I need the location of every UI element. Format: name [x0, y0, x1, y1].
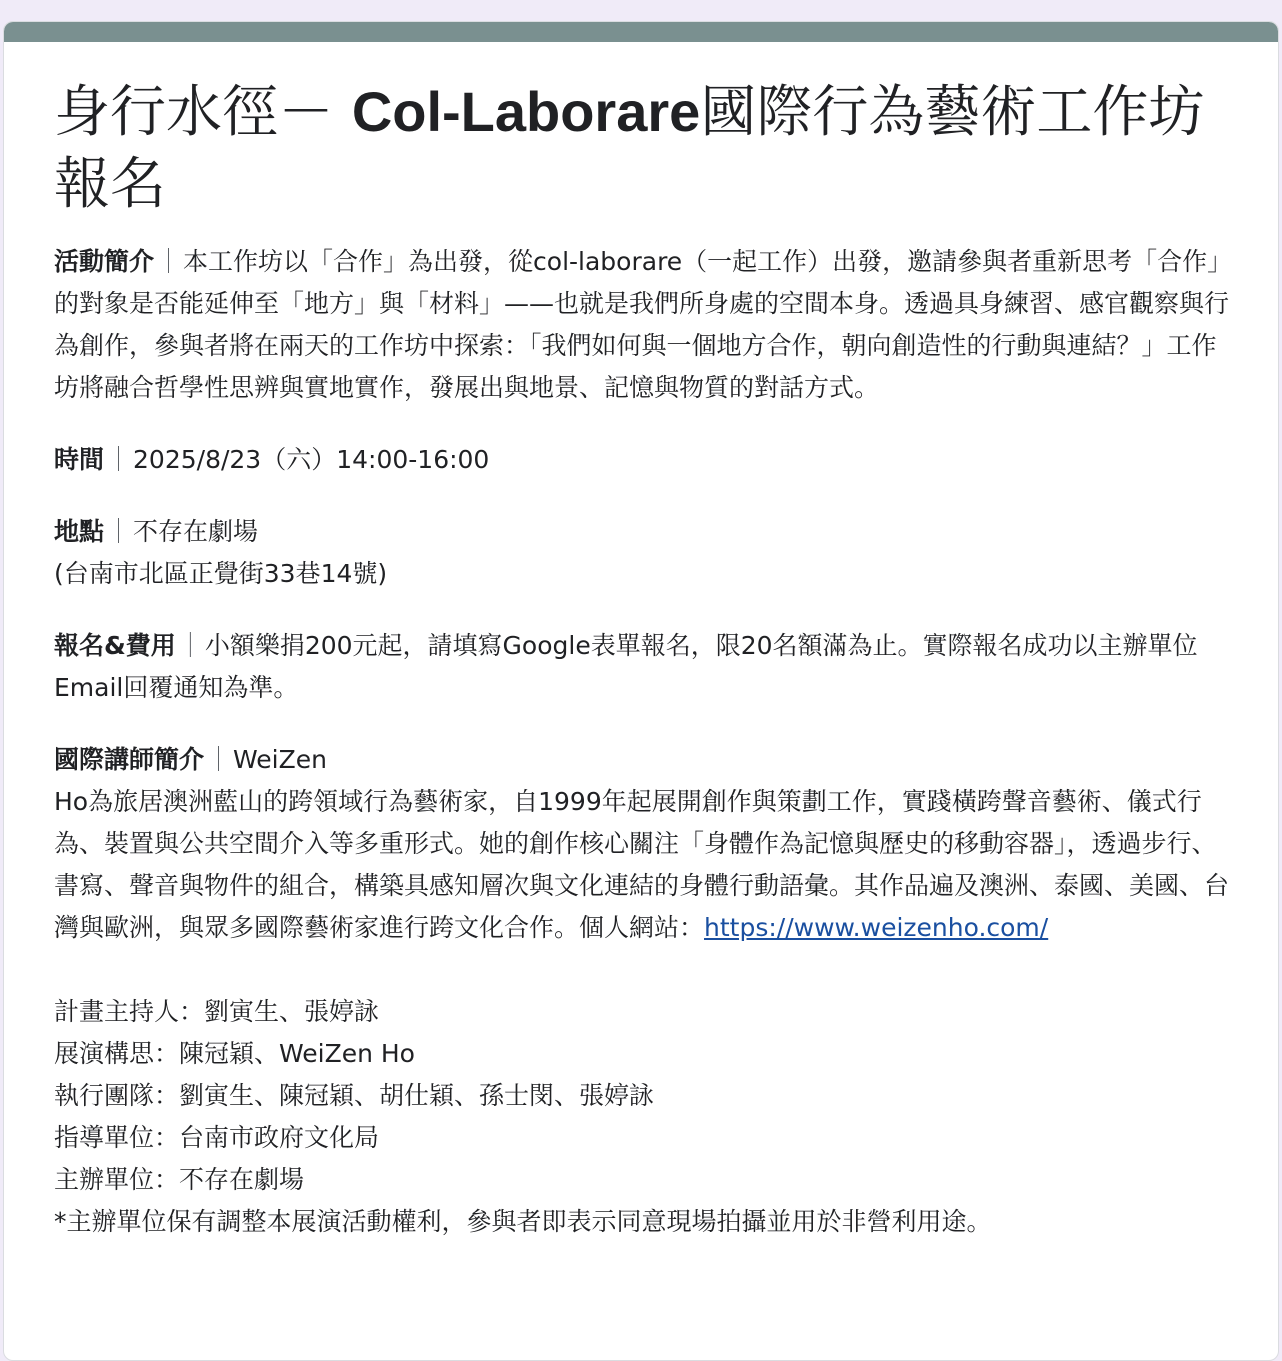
venue-address: (台南市北區正覺街33巷14號)	[54, 559, 388, 588]
intro-paragraph	[54, 241, 1230, 409]
venue-label: 地點	[54, 517, 105, 546]
form-title	[54, 76, 1230, 221]
venue-paragraph	[54, 511, 1230, 595]
separator: ｜	[106, 445, 132, 474]
theme-color-bar	[4, 22, 1278, 42]
venue-text: 不存在劇場	[133, 517, 259, 546]
separator: ｜	[206, 745, 232, 774]
form-header-content	[4, 76, 1278, 1243]
credits-list	[54, 991, 1230, 1243]
separator: ｜	[156, 247, 182, 276]
instructor-bio-text: Ho為旅居澳洲藍山的跨領域行為藝術家，自1999年起展開創作與策劃工作，實踐橫跨聲音藝術、儀式行為、裝置與公共空間介入等多重形式。她的創作核心關注「身體作為記憶與歷史的移動容器」，透過步行、書寫、聲音與物件的組合，構築具感知層次與文化連結的身體行動語彙。其作品遍及澳洲、泰國、美國、台灣與歐洲，與眾多國際藝術家進行跨文化合作。個人網站：	[54, 787, 1230, 942]
fee-text: 小額樂捐200元起，請填寫Google表單報名，限20名額滿為止。實際報名成功以主辦單位Email回覆通知為準。	[54, 631, 1198, 702]
instructor-paragraph	[54, 739, 1230, 949]
fee-paragraph	[54, 625, 1230, 709]
separator: ｜	[106, 517, 132, 546]
fee-label: 報名&費用	[54, 631, 176, 660]
instructor-label: 國際講師簡介	[54, 745, 205, 774]
instructor-name: WeiZen	[233, 745, 327, 774]
time-paragraph	[54, 439, 1230, 481]
instructor-bio	[54, 781, 1230, 949]
time-label: 時間	[54, 445, 105, 474]
credit-line: 主辦單位：不存在劇場	[54, 1165, 305, 1194]
time-text: 2025/8/23（六）14:00-16:00	[133, 445, 490, 474]
intro-label: 活動簡介	[54, 247, 155, 276]
separator: ｜	[177, 631, 203, 660]
form-header-card	[3, 21, 1279, 1361]
form-description	[54, 241, 1230, 1243]
credit-line: 展演構思：陳冠穎、WeiZen Ho	[54, 1039, 415, 1068]
intro-text: 本工作坊以「合作」為出發，從col-laborare（一起工作）出發，邀請參與者重新思考「合作」的對象是否能延伸至「地方」與「材料」——也就是我們所身處的空間本身。透過具身練習、感官觀察與行為創作，參與者將在兩天的工作坊中探索：「我們如何與一個地方合作，朝向創造性的行動與連結？」工作坊將融合哲學性思辨與實地實作，發展出與地景、記憶與物質的對話方式。	[54, 247, 1230, 402]
instructor-website-link[interactable]: https://www.weizenho.com/	[704, 913, 1049, 942]
form-title-latin: Col-Laborare	[351, 80, 701, 143]
disclaimer: *主辦單位保有調整本展演活動權利，參與者即表示同意現場拍攝並用於非營利用途。	[54, 1207, 992, 1236]
credit-line: 執行團隊：劉寅生、陳冠穎、胡仕穎、孫士閔、張婷詠	[54, 1081, 655, 1110]
credit-line: 計畫主持人：劉寅生、張婷詠	[54, 997, 380, 1026]
form-title-prefix: 身行水徑－	[54, 80, 352, 145]
credit-line: 指導單位：台南市政府文化局	[54, 1123, 380, 1152]
form-title-suffix: 國際行為藝術工作坊報名	[54, 80, 1205, 217]
